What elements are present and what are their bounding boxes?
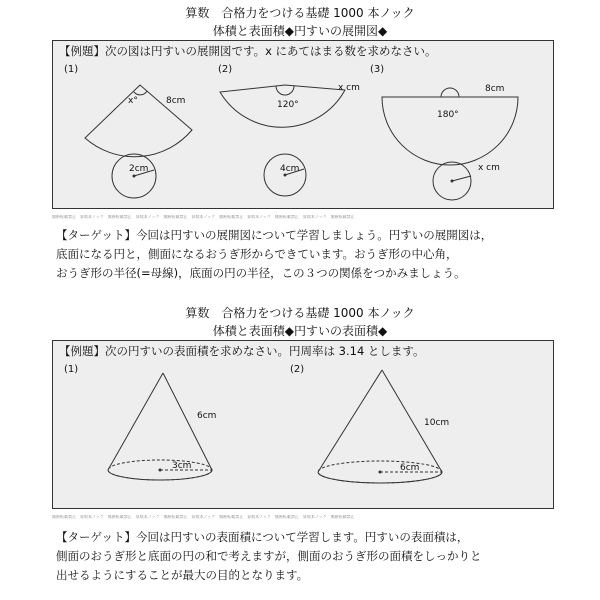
section2-divider: 無断転載禁止 算数本ノック 無断転載禁止 算数本ノック 無断転載禁止 算数本ノック 無断転載禁止 算数本ノック 無断転載禁止 算数本ノック 無断転載禁止: [52, 515, 355, 519]
net2-radius-label: x cm: [338, 83, 360, 93]
section1-subtitle: 体積と表面積◆円すいの展開図◆: [212, 24, 388, 38]
cone2-radius-label: 6cm: [400, 463, 420, 473]
cone1-slant-label: 6cm: [197, 411, 217, 421]
section2-title: 算数 合格力をつける基礎 1000 本ノック: [185, 306, 415, 320]
section1-divider: 無断転載禁止 算数本ノック 無断転載禁止 算数本ノック 無断転載禁止 算数本ノック 無断転載禁止 算数本ノック 無断転載禁止 算数本ノック 無断転載禁止: [52, 215, 355, 219]
cone2-center-dot: [379, 471, 382, 474]
net1-radius-label: 8cm: [166, 96, 186, 106]
problem2-label: (2): [218, 64, 233, 75]
net1-angle-label: x°: [128, 96, 138, 106]
section1-target-line-2: 底面になる円と，側面になるおうぎ形からできています。おうぎ形の中心角，: [56, 247, 458, 261]
section2-target: [56, 528, 556, 585]
problem1-label: (1): [64, 64, 79, 75]
problem3-label: (3): [370, 64, 385, 75]
section1-title: 算数 合格力をつける基礎 1000 本ノック: [185, 6, 415, 20]
cone2-slant-label: 10cm: [424, 418, 450, 428]
net2-base-radius-label: 4cm: [280, 164, 300, 174]
net1-base-radius-label: 2cm: [129, 164, 149, 174]
problem5-label: (2): [290, 364, 305, 375]
section2-target-line-1: 【ターゲット】今回は円すいの表面積について学習します。円すいの表面積は，: [56, 530, 469, 544]
section2-example-text: 【例題】次の円すいの表面積を求めなさい。円周率は 3.14 とします。: [59, 344, 425, 358]
section2-target-line-2: 側面のおうぎ形と底面の円の和で考えますが，側面のおうぎ形の面積をしっかりと: [56, 549, 482, 563]
cone2-left-edge: [318, 370, 382, 472]
section2-subtitle: 体積と表面積◆円すいの表面積◆: [212, 324, 388, 338]
section2-target-line-3: 出せるようにすることが最大の目的となります。: [56, 568, 309, 582]
problem4-label: (1): [64, 364, 79, 375]
cone1-radius-label: 3cm: [172, 461, 192, 471]
net3-angle-label: 180°: [437, 110, 459, 120]
section1-target-line-1: 【ターゲット】今回は円すいの展開図について学習しましょう。円すいの展開図は，: [56, 228, 493, 242]
net2-angle-label: 120°: [277, 100, 299, 110]
net3-radius-label: 8cm: [485, 84, 505, 94]
net3-base-radius-label: x cm: [478, 163, 500, 173]
section1-target-line-3: おうぎ形の半径(=母線)，底面の円の半径，この３つの関係をつかみましょう。: [56, 266, 466, 280]
cone2-base-front: [318, 472, 442, 483]
section1-example-text: 【例題】次の図は円すいの展開図です。x にあてはまる数を求めなさい。: [59, 44, 437, 58]
